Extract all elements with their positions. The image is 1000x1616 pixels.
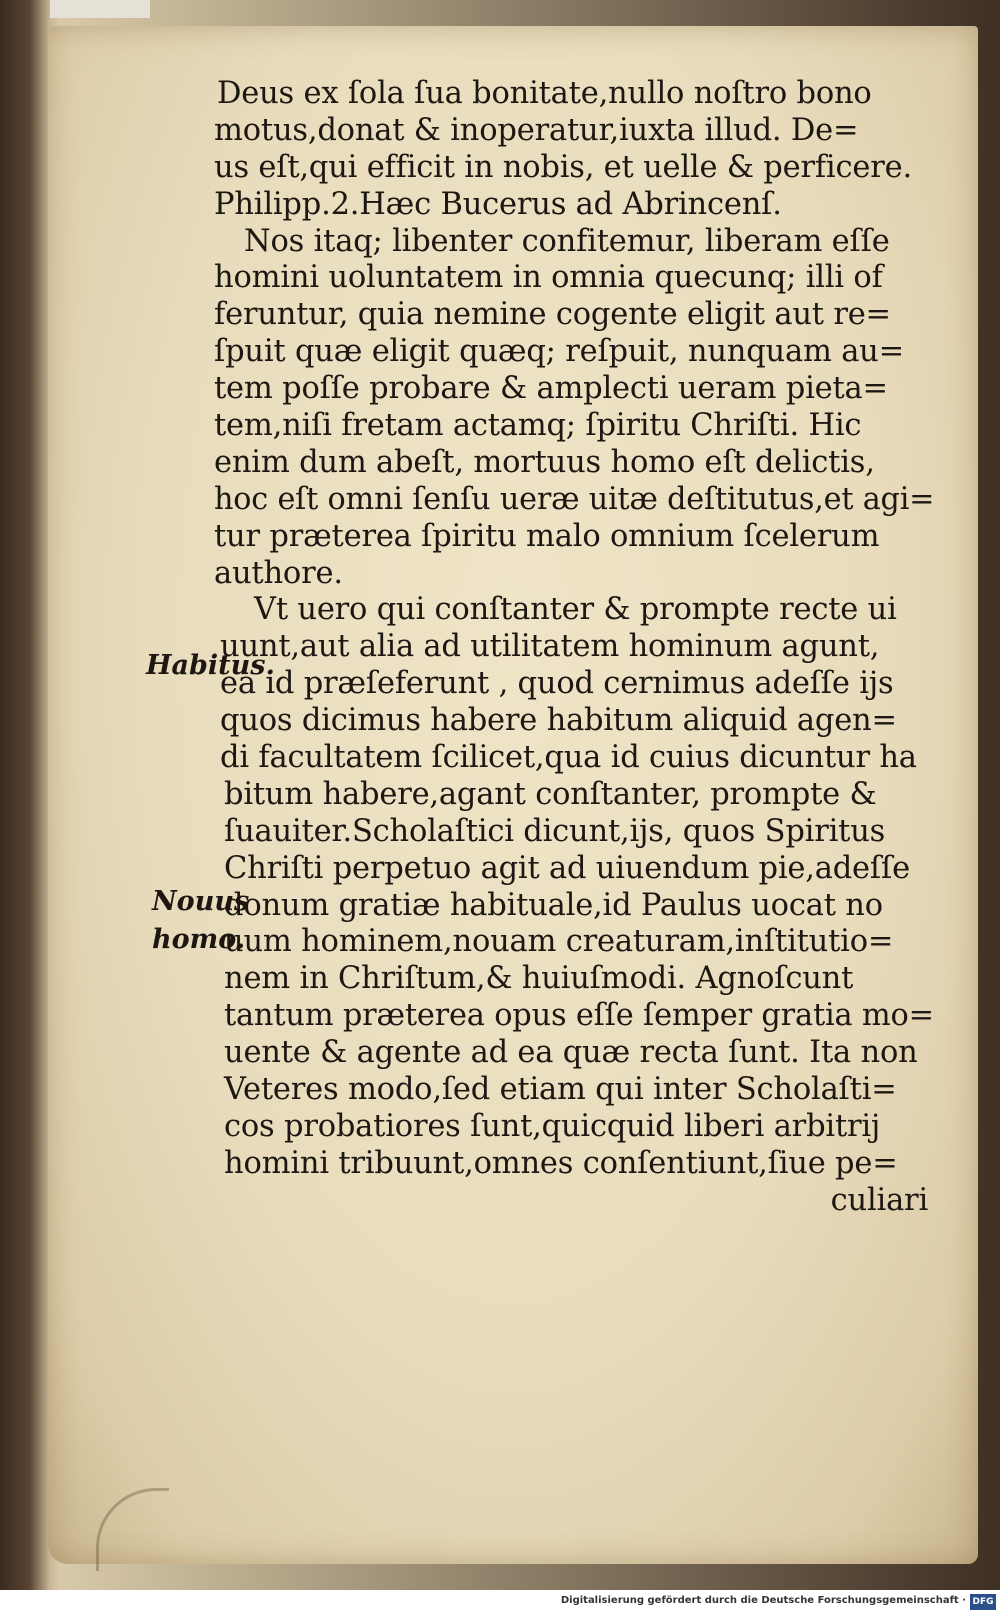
top-edge-tab — [50, 0, 150, 18]
text-line: motus,donat & inoperatur,iuxta illud. De= — [214, 112, 859, 148]
text-line: enim dum abeſt, mortuus homo eſt delictis, — [214, 444, 875, 480]
text-line: bitum habere,agant conſtanter, prompte & — [224, 776, 877, 812]
marginal-note-habitus: Habitus. — [146, 650, 275, 681]
marginal-note-nouus: Nouus — [152, 886, 250, 917]
text-line: donum gratiæ habituale,id Paulus uocat no — [224, 887, 883, 923]
text-line: tur præterea ſpiritu malo omnium ſcelerum — [214, 518, 880, 554]
text-line: Nos itaq; libenter confitemur, liberam eſſe — [244, 223, 890, 259]
text-line: uente & agente ad ea quæ recta ſunt. Ita non — [224, 1035, 918, 1071]
text-line: authore. — [214, 555, 343, 591]
footer-credit-text: Digitalisierung gefördert durch die Deutsche Forschungsgemeinschaft · — [560, 1595, 966, 1606]
text-line: di facultatem ſcilicet,qua id cuius dicuntur ha — [220, 740, 917, 776]
text-line: tem,niſi fretam actamq; ſpiritu Chriſti. Hic — [214, 408, 862, 444]
digitization-footer — [0, 1590, 1000, 1616]
text-line: Philipp.2.Hæc Bucerus ad Abrincenſ. — [214, 186, 782, 222]
text-line: homini uoluntatem in omnia quecunq; illi of — [214, 260, 883, 296]
page-corner-mark — [96, 1488, 169, 1571]
text-line: uunt,aut alia ad utilitatem hominum agunt, — [220, 629, 880, 665]
catchword: culiari — [830, 1182, 928, 1218]
text-line: tem poſſe probare & amplecti ueram pieta= — [214, 371, 888, 407]
text-line: ea id præſeferunt , quod cernimus adeſſe ijs — [220, 666, 894, 702]
text-line: us eſt,qui efficit in nobis, et uelle & perficere. — [214, 149, 912, 185]
text-line: Chriſti perpetuo agit ad uiuendum pie,adeſſe — [224, 850, 910, 886]
text-line: uum hominem,nouam creaturam,inſtitutio= — [224, 924, 894, 960]
text-line: ſpuit quæ eligit quæq; reſpuit, nunquam au= — [214, 334, 904, 370]
text-line: feruntur, quia nemine cogente eligit aut re= — [214, 297, 891, 333]
marginal-note-homo: homo. — [152, 924, 246, 955]
text-line: cos probatiores ſunt,quicquid liberi arbitrij — [224, 1108, 881, 1144]
dfg-logo: DFG — [970, 1594, 996, 1610]
text-line: Veteres modo,ſed etiam qui inter Scholaſti= — [224, 1072, 897, 1108]
text-line: ſuauiter.Scholaſtici dicunt,ijs, quos Spiritus — [224, 813, 886, 849]
text-line: homini tribuunt,omnes conſentiunt,ſiue pe= — [224, 1145, 898, 1181]
text-line: quos dicimus habere habitum aliquid agen= — [220, 703, 897, 739]
text-line: hoc eſt omni ſenſu ueræ uitæ deſtitutus,et agi= — [214, 481, 935, 517]
text-line: nem in Chriſtum,& huiuſmodi. Agnoſcunt — [224, 961, 854, 997]
main-text-block — [214, 76, 934, 1220]
text-line: tantum præterea opus eſſe ſemper gratia mo= — [223, 998, 934, 1034]
text-line: Deus ex ſola ſua bonitate,nullo noſtro bono — [217, 76, 872, 111]
text-line: Vt uero qui conſtanter & prompte recte ui — [254, 592, 897, 628]
